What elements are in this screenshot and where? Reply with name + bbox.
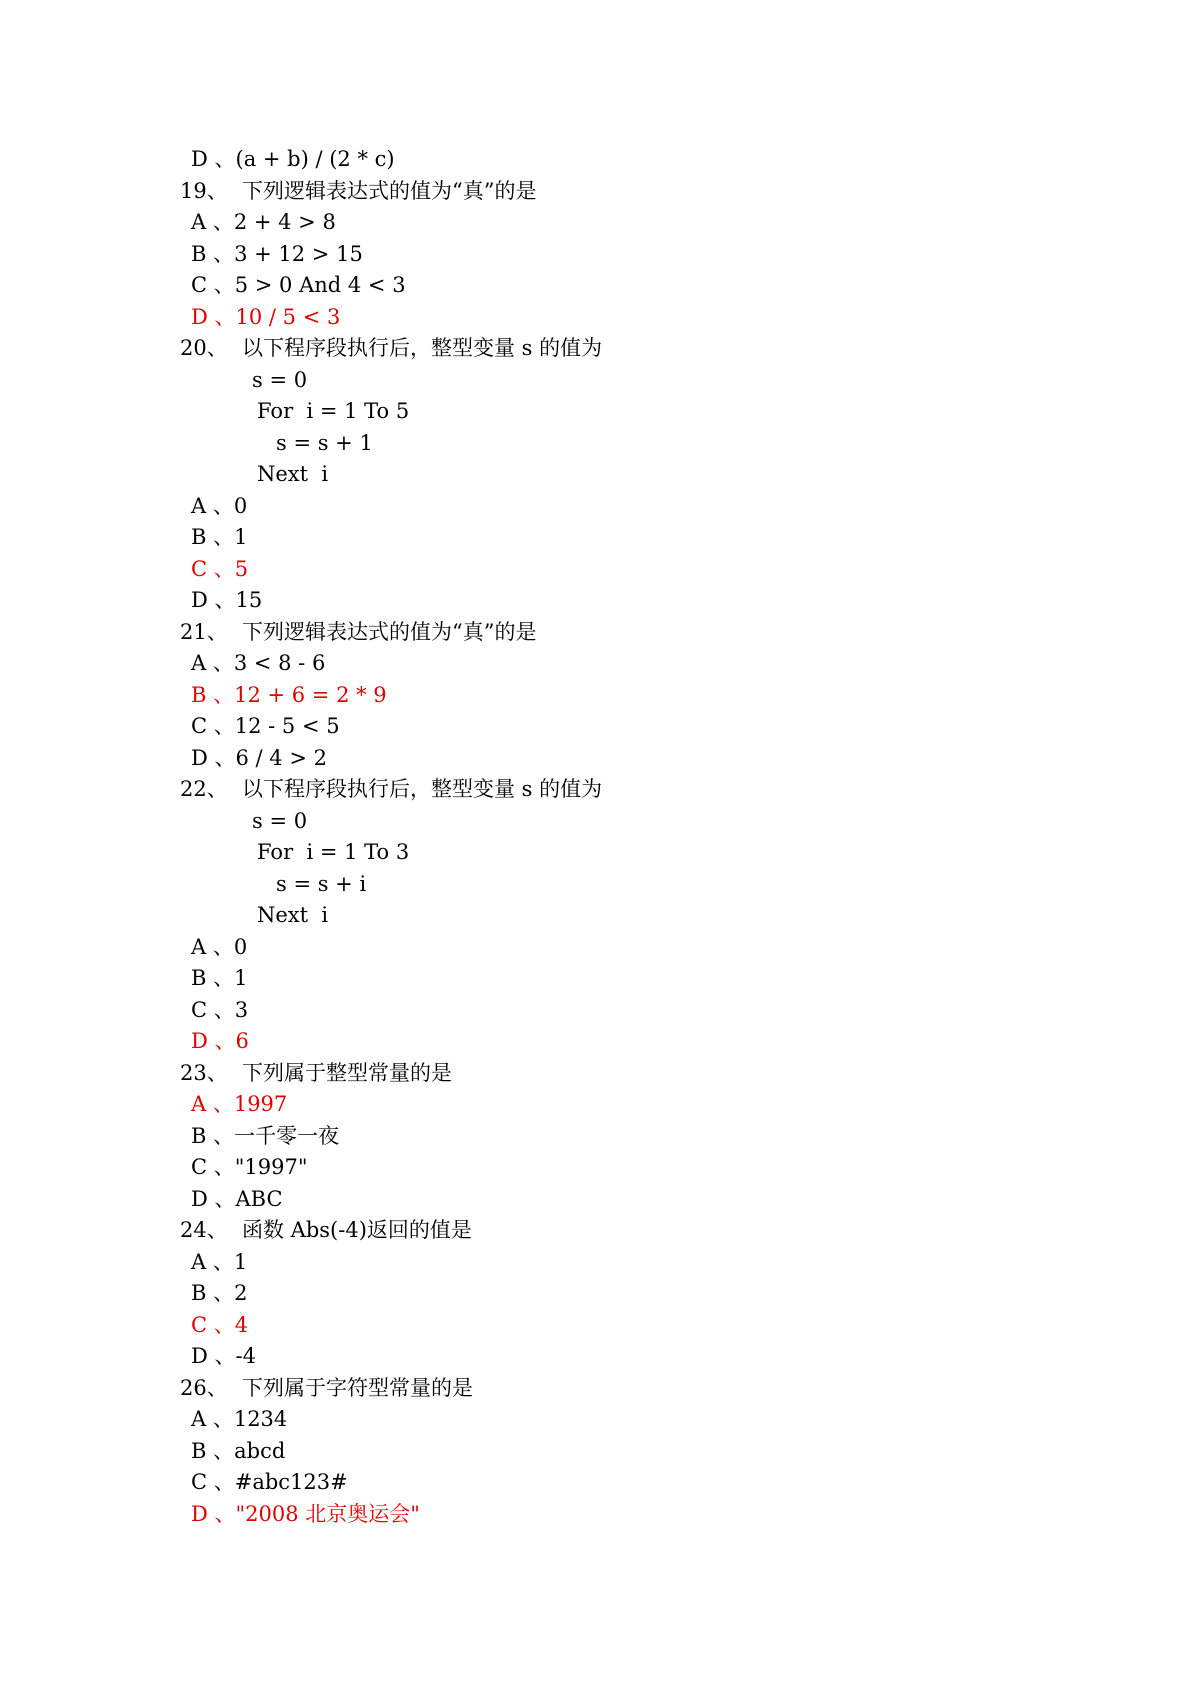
code-line: Next i bbox=[257, 903, 329, 927]
code-line: For i = 1 To 3 bbox=[257, 840, 410, 864]
question-number: 22、 bbox=[180, 777, 228, 801]
question-text: 以下程序段执行后，整型变量 s 的值为 bbox=[242, 336, 603, 360]
answer-option: B 、3 + 12 > 15 bbox=[191, 242, 363, 266]
answer-option: D 、ABC bbox=[191, 1187, 283, 1211]
answer-option: D 、(a + b) / (2 * c) bbox=[191, 147, 395, 171]
question-line bbox=[180, 178, 536, 204]
question-line bbox=[180, 776, 602, 802]
answer-option-correct: C 、5 bbox=[191, 557, 249, 581]
question-number: 19、 bbox=[180, 179, 228, 203]
answer-option-correct: D 、"2008 北京奥运会" bbox=[191, 1502, 420, 1526]
answer-option: C 、3 bbox=[191, 998, 249, 1022]
question-number: 23、 bbox=[180, 1061, 228, 1085]
question-line bbox=[180, 335, 602, 361]
question-text: 以下程序段执行后，整型变量 s 的值为 bbox=[242, 777, 603, 801]
answer-option: D 、6 / 4 > 2 bbox=[191, 746, 327, 770]
answer-option: C 、5 > 0 And 4 < 3 bbox=[191, 273, 406, 297]
question-text: 下列属于字符型常量的是 bbox=[242, 1376, 473, 1400]
answer-option-correct: B 、12 + 6 = 2 * 9 bbox=[191, 683, 387, 707]
question-number: 26、 bbox=[180, 1376, 228, 1400]
question-line bbox=[180, 1375, 473, 1401]
answer-option: C 、12 - 5 < 5 bbox=[191, 714, 340, 738]
answer-option: B 、abcd bbox=[191, 1439, 286, 1463]
answer-option: A 、0 bbox=[191, 494, 248, 518]
question-number: 21、 bbox=[180, 620, 228, 644]
answer-option: A 、1 bbox=[191, 1250, 248, 1274]
answer-option-correct: D 、10 / 5 < 3 bbox=[191, 305, 341, 329]
answer-option: C 、#abc123# bbox=[191, 1470, 348, 1494]
question-line bbox=[180, 619, 536, 645]
question-number: 24、 bbox=[180, 1218, 228, 1242]
answer-option: B 、2 bbox=[191, 1281, 248, 1305]
question-text: 函数 Abs(-4)返回的值是 bbox=[242, 1218, 472, 1242]
answer-option: C 、"1997" bbox=[191, 1155, 308, 1179]
question-number: 20、 bbox=[180, 336, 228, 360]
question-line bbox=[180, 1060, 452, 1086]
answer-option-correct: C 、4 bbox=[191, 1313, 249, 1337]
question-text: 下列属于整型常量的是 bbox=[242, 1061, 452, 1085]
answer-option: D 、-4 bbox=[191, 1344, 256, 1368]
answer-option: B 、1 bbox=[191, 525, 248, 549]
answer-option: D 、15 bbox=[191, 588, 263, 612]
code-line: s = 0 bbox=[252, 368, 308, 392]
answer-option-correct: A 、1997 bbox=[191, 1092, 288, 1116]
answer-option: B 、一千零一夜 bbox=[191, 1124, 340, 1148]
answer-option: A 、2 + 4 > 8 bbox=[191, 210, 336, 234]
question-line bbox=[180, 1217, 472, 1243]
answer-option: A 、1234 bbox=[191, 1407, 288, 1431]
question-text: 下列逻辑表达式的值为“真”的是 bbox=[242, 179, 537, 203]
answer-option: B 、1 bbox=[191, 966, 248, 990]
question-text: 下列逻辑表达式的值为“真”的是 bbox=[242, 620, 537, 644]
answer-option: A 、0 bbox=[191, 935, 248, 959]
code-line: s = s + 1 bbox=[276, 431, 373, 455]
answer-option: A 、3 < 8 - 6 bbox=[191, 651, 326, 675]
code-line: For i = 1 To 5 bbox=[257, 399, 410, 423]
code-line: Next i bbox=[257, 462, 329, 486]
code-line: s = 0 bbox=[252, 809, 308, 833]
code-line: s = s + i bbox=[276, 872, 367, 896]
answer-option-correct: D 、6 bbox=[191, 1029, 249, 1053]
